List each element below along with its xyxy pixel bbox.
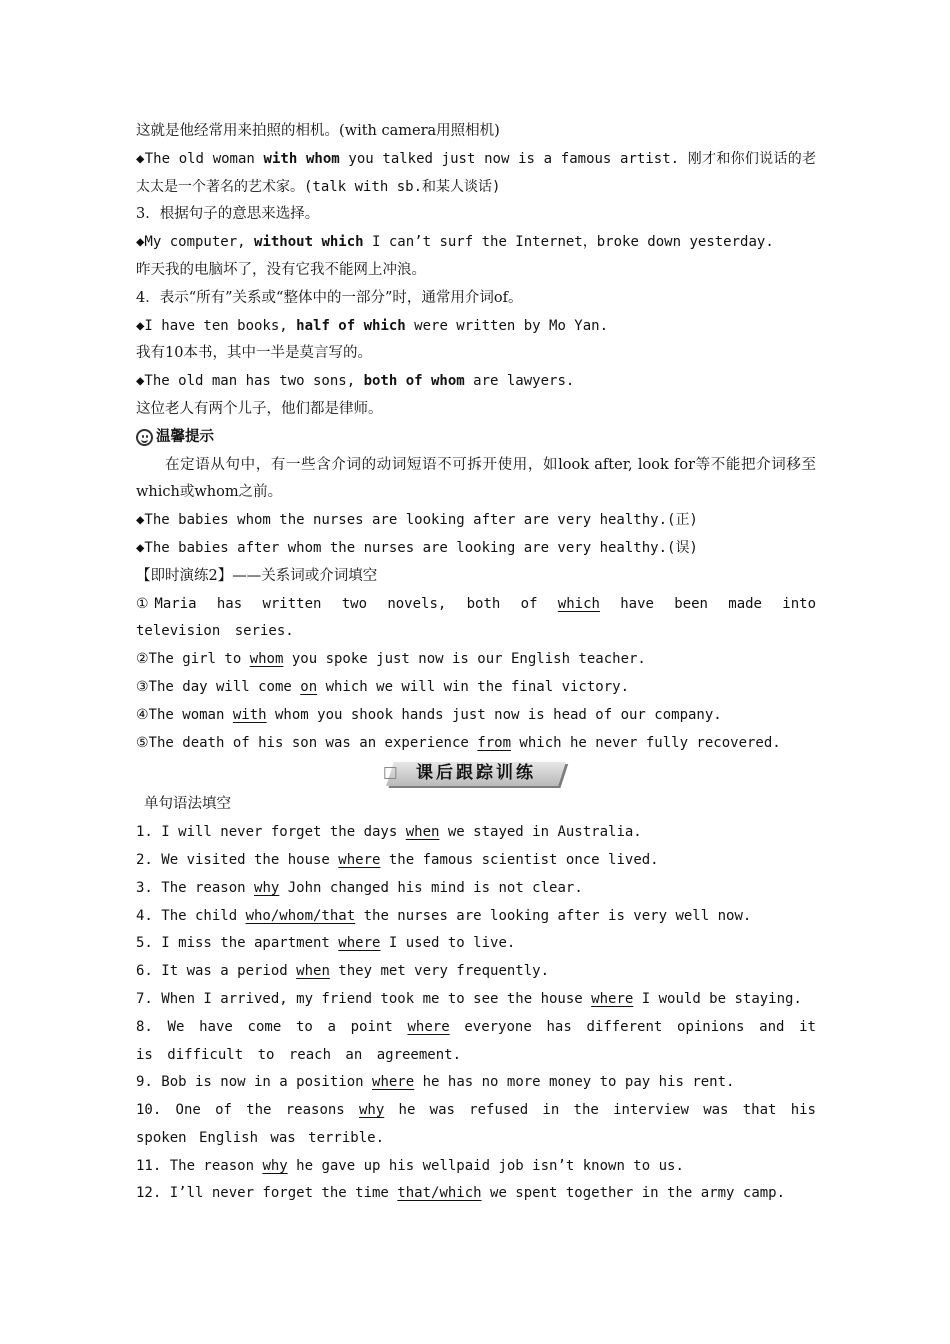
banner-decoration (384, 767, 396, 779)
answer-blank: why (262, 1157, 288, 1174)
sentence-end: are lawyers. (464, 373, 575, 390)
item-text: 12. I’ll never forget the time (136, 1185, 398, 1202)
line-text: ◆The babies after whom the nurses are looking are very healthy.(误) (136, 539, 698, 556)
answer-blank: when (296, 963, 330, 980)
line-text: 这就是他经常用来拍照的相机。(with camera用照相机) (136, 123, 500, 139)
example-sentence (136, 146, 816, 202)
item-text: you spoke just now is our English teacher. (283, 651, 646, 668)
exercise-item (136, 819, 816, 847)
answer-blank: where (591, 990, 634, 1007)
line-text: 3．根据句子的意思来选择。 (136, 206, 320, 223)
item-text: 5. I miss the apartment (136, 935, 339, 952)
item-text: ①Maria has written two novels, both of (136, 595, 558, 612)
sentence-start: ◆I have ten books, (136, 317, 297, 334)
item-text: 6. It was a period (136, 963, 297, 980)
answer-blank: where (372, 1074, 415, 1091)
banner-box (386, 762, 566, 786)
exercise-item (136, 1180, 816, 1208)
example-sentence (136, 313, 816, 341)
line-text: 这位老人有两个儿子，他们都是律师。 (136, 400, 383, 417)
example-sentence (136, 507, 816, 535)
exercise-subtitle (136, 791, 816, 819)
answer-blank: on (300, 678, 318, 695)
item-text: 2. We visited the house (136, 851, 339, 868)
example-sentence (136, 535, 816, 563)
item-text: ③The day will come (136, 678, 301, 695)
sentence-end: I can’t surf the Internet，broke down yesterday. (363, 234, 774, 251)
sentence-start: ◆The old man has two sons, (136, 373, 364, 390)
exercise-item (136, 930, 816, 958)
rule-heading (136, 201, 816, 229)
key-phrase: without which (254, 234, 364, 251)
item-text: 9. Bob is now in a position (136, 1074, 373, 1091)
item-text: ⑤The death of his son was an experience (136, 734, 478, 751)
item-text: the famous scientist once lived. (380, 851, 659, 868)
key-phrase: both of whom (363, 373, 465, 390)
line-text: 4．表示“所有”关系或“整体中的一部分”时，通常用介词of。 (136, 289, 523, 306)
item-text: 3. The reason (136, 879, 255, 896)
exercise-item (136, 958, 816, 986)
line-text: ◆The babies whom the nurses are looking after are very healthy.(正) (136, 512, 698, 529)
drill-item (136, 646, 816, 674)
exercise-item (136, 1014, 816, 1070)
answer-blank: from (477, 734, 511, 751)
translation-line (136, 396, 816, 424)
drill-item (136, 674, 816, 702)
item-text: he has no more money to pay his rent. (414, 1074, 735, 1091)
answer-blank: where (338, 851, 381, 868)
example-sentence (136, 368, 816, 396)
item-text: we spent together in the army camp. (481, 1185, 786, 1202)
key-phrase: half of which (296, 317, 406, 334)
answer-blank: which (557, 595, 600, 612)
item-text: 10. One of the reasons (136, 1102, 359, 1119)
item-text: John changed his mind is not clear. (279, 879, 583, 896)
line-text: 单句语法填空 (144, 796, 231, 813)
tip-paragraph (136, 452, 816, 508)
answer-blank: when (405, 824, 440, 841)
answer-blank: why (254, 879, 280, 896)
translation-line (136, 257, 816, 285)
smiley-icon (136, 429, 153, 446)
item-text: have been made into television series. (136, 595, 817, 640)
exercise-item (136, 903, 816, 931)
item-text: which we will win the final victory. (317, 678, 630, 695)
item-text: 11. The reason (136, 1157, 263, 1174)
item-text: 8. We have come to a point (136, 1018, 408, 1035)
item-text: the nurses are looking after is very well now. (355, 907, 752, 924)
line-text: 我有10本书，其中一半是莫言写的。 (136, 345, 372, 362)
exercise-item (136, 1097, 816, 1153)
translation-line (136, 340, 816, 368)
item-text: they met very frequently. (329, 963, 550, 980)
item-text: which he never fully recovered. (511, 734, 781, 751)
rule-heading (136, 285, 816, 313)
answer-blank: where (338, 935, 381, 952)
exercise-item (136, 875, 816, 903)
item-text: he gave up his wellpaid job isn’t known to us. (287, 1157, 684, 1174)
sentence-start: ◆The old woman (136, 150, 264, 167)
key-phrase: with whom (263, 150, 340, 167)
item-text: he was refused in the interview was that his spoken English was terrible. (136, 1102, 816, 1146)
banner-title: 课后跟踪训练 (415, 763, 536, 784)
sentence-start: ◆My computer, (136, 234, 255, 251)
drill-item (136, 702, 816, 730)
item-text: I would be staying. (633, 990, 802, 1007)
tip-heading (136, 424, 816, 452)
section-banner (136, 757, 816, 791)
sentence-end: were written by Mo Yan. (405, 317, 609, 334)
item-text: ②The girl to (136, 651, 250, 668)
item-text: everyone has different opinions and it is difficult to reach an agreement. (136, 1018, 816, 1063)
item-text: ④The woman (136, 706, 233, 723)
item-text: whom you shook hands just now is head of our company. (266, 706, 722, 723)
sentence-end: you talked just now is a famous artist. 刚才和你们说话的老太太是一个著名的艺术家。(talk with sb.和某人谈话) (136, 150, 816, 195)
paragraph-text: 在定语从句中，有一些含介词的动词短语不可拆开使用，如look after, look for等不能把介词移至which或whom之前。 (136, 456, 816, 501)
exercise-item (136, 1069, 816, 1097)
exercise-item (136, 1153, 816, 1181)
answer-blank: why (358, 1102, 385, 1119)
line-text: 昨天我的电脑坏了，没有它我不能网上冲浪。 (136, 261, 426, 278)
exercise-item (136, 847, 816, 875)
answer-blank: with (232, 706, 267, 723)
item-text: 7. When I arrived, my friend took me to see the house (136, 990, 592, 1007)
item-text: 1. I will never forget the days (136, 824, 406, 841)
example-sentence (136, 229, 816, 257)
item-text: we stayed in Australia. (439, 824, 642, 841)
line-text: 【即时演练2】——关系词或介词填空 (136, 567, 378, 584)
answer-blank: that/which (397, 1185, 482, 1202)
drill-heading (136, 563, 816, 591)
drill-item (136, 591, 816, 647)
exercise-item (136, 986, 816, 1014)
tip-title: 温馨提示 (156, 428, 214, 445)
item-text: 4. The child (136, 907, 246, 924)
answer-blank: where (407, 1018, 450, 1035)
answer-blank: whom (249, 651, 284, 668)
answer-blank: who/whom/that (245, 907, 356, 924)
text-line (136, 118, 816, 146)
item-text: I used to live. (380, 935, 516, 952)
document-page (136, 118, 816, 1208)
drill-item (136, 730, 816, 758)
